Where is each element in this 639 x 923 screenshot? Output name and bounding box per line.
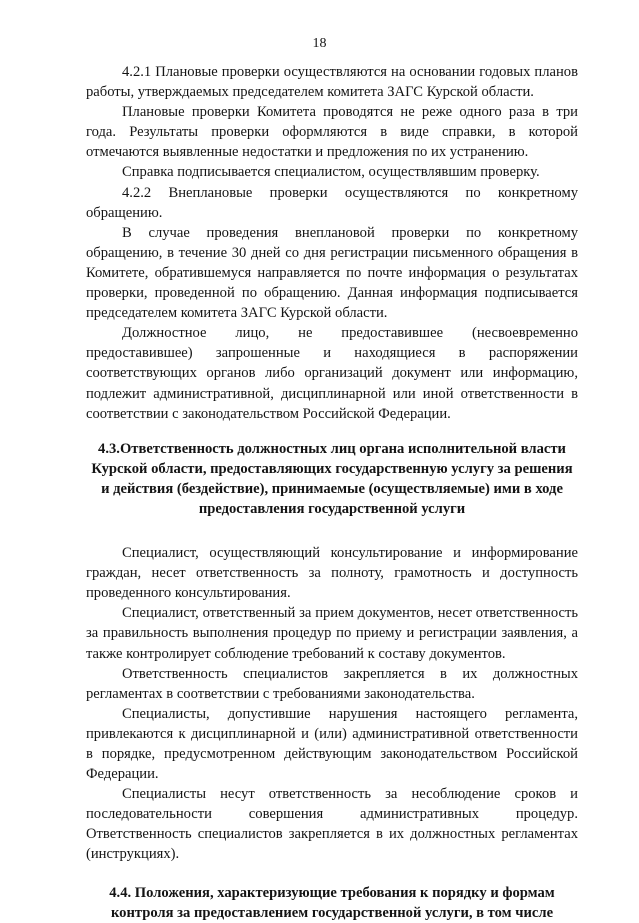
paragraph-deadlines: Специалисты несут ответственность за несоблюдение сроков и последовательности совершения административных процедур. Ответственность специалистов закрепляется в их должностных регламентах (инструкциях). [86,786,578,863]
paragraph-4-2-2: 4.2.2 Внеплановые проверки осуществляются по конкретному обращению. [86,184,578,221]
paragraph-unscheduled-inspection: В случае проведения внеплановой проверки по конкретному обращению, в течение 30 дней со дня регистрации письменного обращения в Комитете, обратившемуся направляется по почте информация о результатах проверки, проведенной по обращению. Данная информация подписывается председателем комитета ЗАГС Курской области. [86,224,578,322]
section-heading-4-3: 4.3.Ответственность должностных лиц органа исполнительной власти Курской области, предоставляющих государственную услугу за решения и действия (бездействие), принимаемые (осуществляемые) ими в ходе предоставления государственной услуги [91,440,573,517]
page-number: 18 [312,36,327,51]
paragraph-official-liability: Должностное лицо, не предоставившее (несвоевременно предоставившее) запрошенные и находящиеся в распоряжении соответствующих органов либо организаций документ или информацию, подлежит административной, дисциплинарной или иной ответственности в соответствии с законодательством Российской Федерации. [86,325,578,422]
paragraph-plan-inspections: Плановые проверки Комитета проводятся не реже одного раза в три года. Результаты проверки оформляются в виде справки, в которой отмечаются выявленные недостатки и предложения по их устранению. [86,104,578,161]
section-heading-4-4: 4.4. Положения, характеризующие требования к порядку и формам контроля за предоставлением государственной услуги, в том числе [109,884,555,921]
paragraph-violations: Специалисты, допустившие нарушения настоящего регламента, привлекаются к дисциплинарной и (или) административной ответственности в порядке, предусмотренном действующим законодательством Российской Федерации. [86,705,578,783]
paragraph-intake-responsibility: Специалист, ответственный за прием документов, несет ответственность за правильность выполнения процедур по приему и регистрации заявления, а также контролирует соблюдение требований к составу документов. [86,605,578,662]
paragraph-report-signed: Справка подписывается специалистом, осуществлявшим проверку. [122,164,540,181]
paragraph-4-2-1: 4.2.1 Плановые проверки осуществляются на основании годовых планов работы, утверждаемых председателем комитета ЗАГС Курской области. [86,64,578,101]
paragraph-job-regulations: Ответственность специалистов закрепляется в их должностных регламентах в соответствии с требованиями законодательства. [86,665,578,702]
document-body [86,62,578,923]
paragraph-consultant-responsibility: Специалист, осуществляющий консультирование и информирование граждан, несет ответственность за полноту, грамотность и доступность проведенного консультирования. [86,545,578,602]
